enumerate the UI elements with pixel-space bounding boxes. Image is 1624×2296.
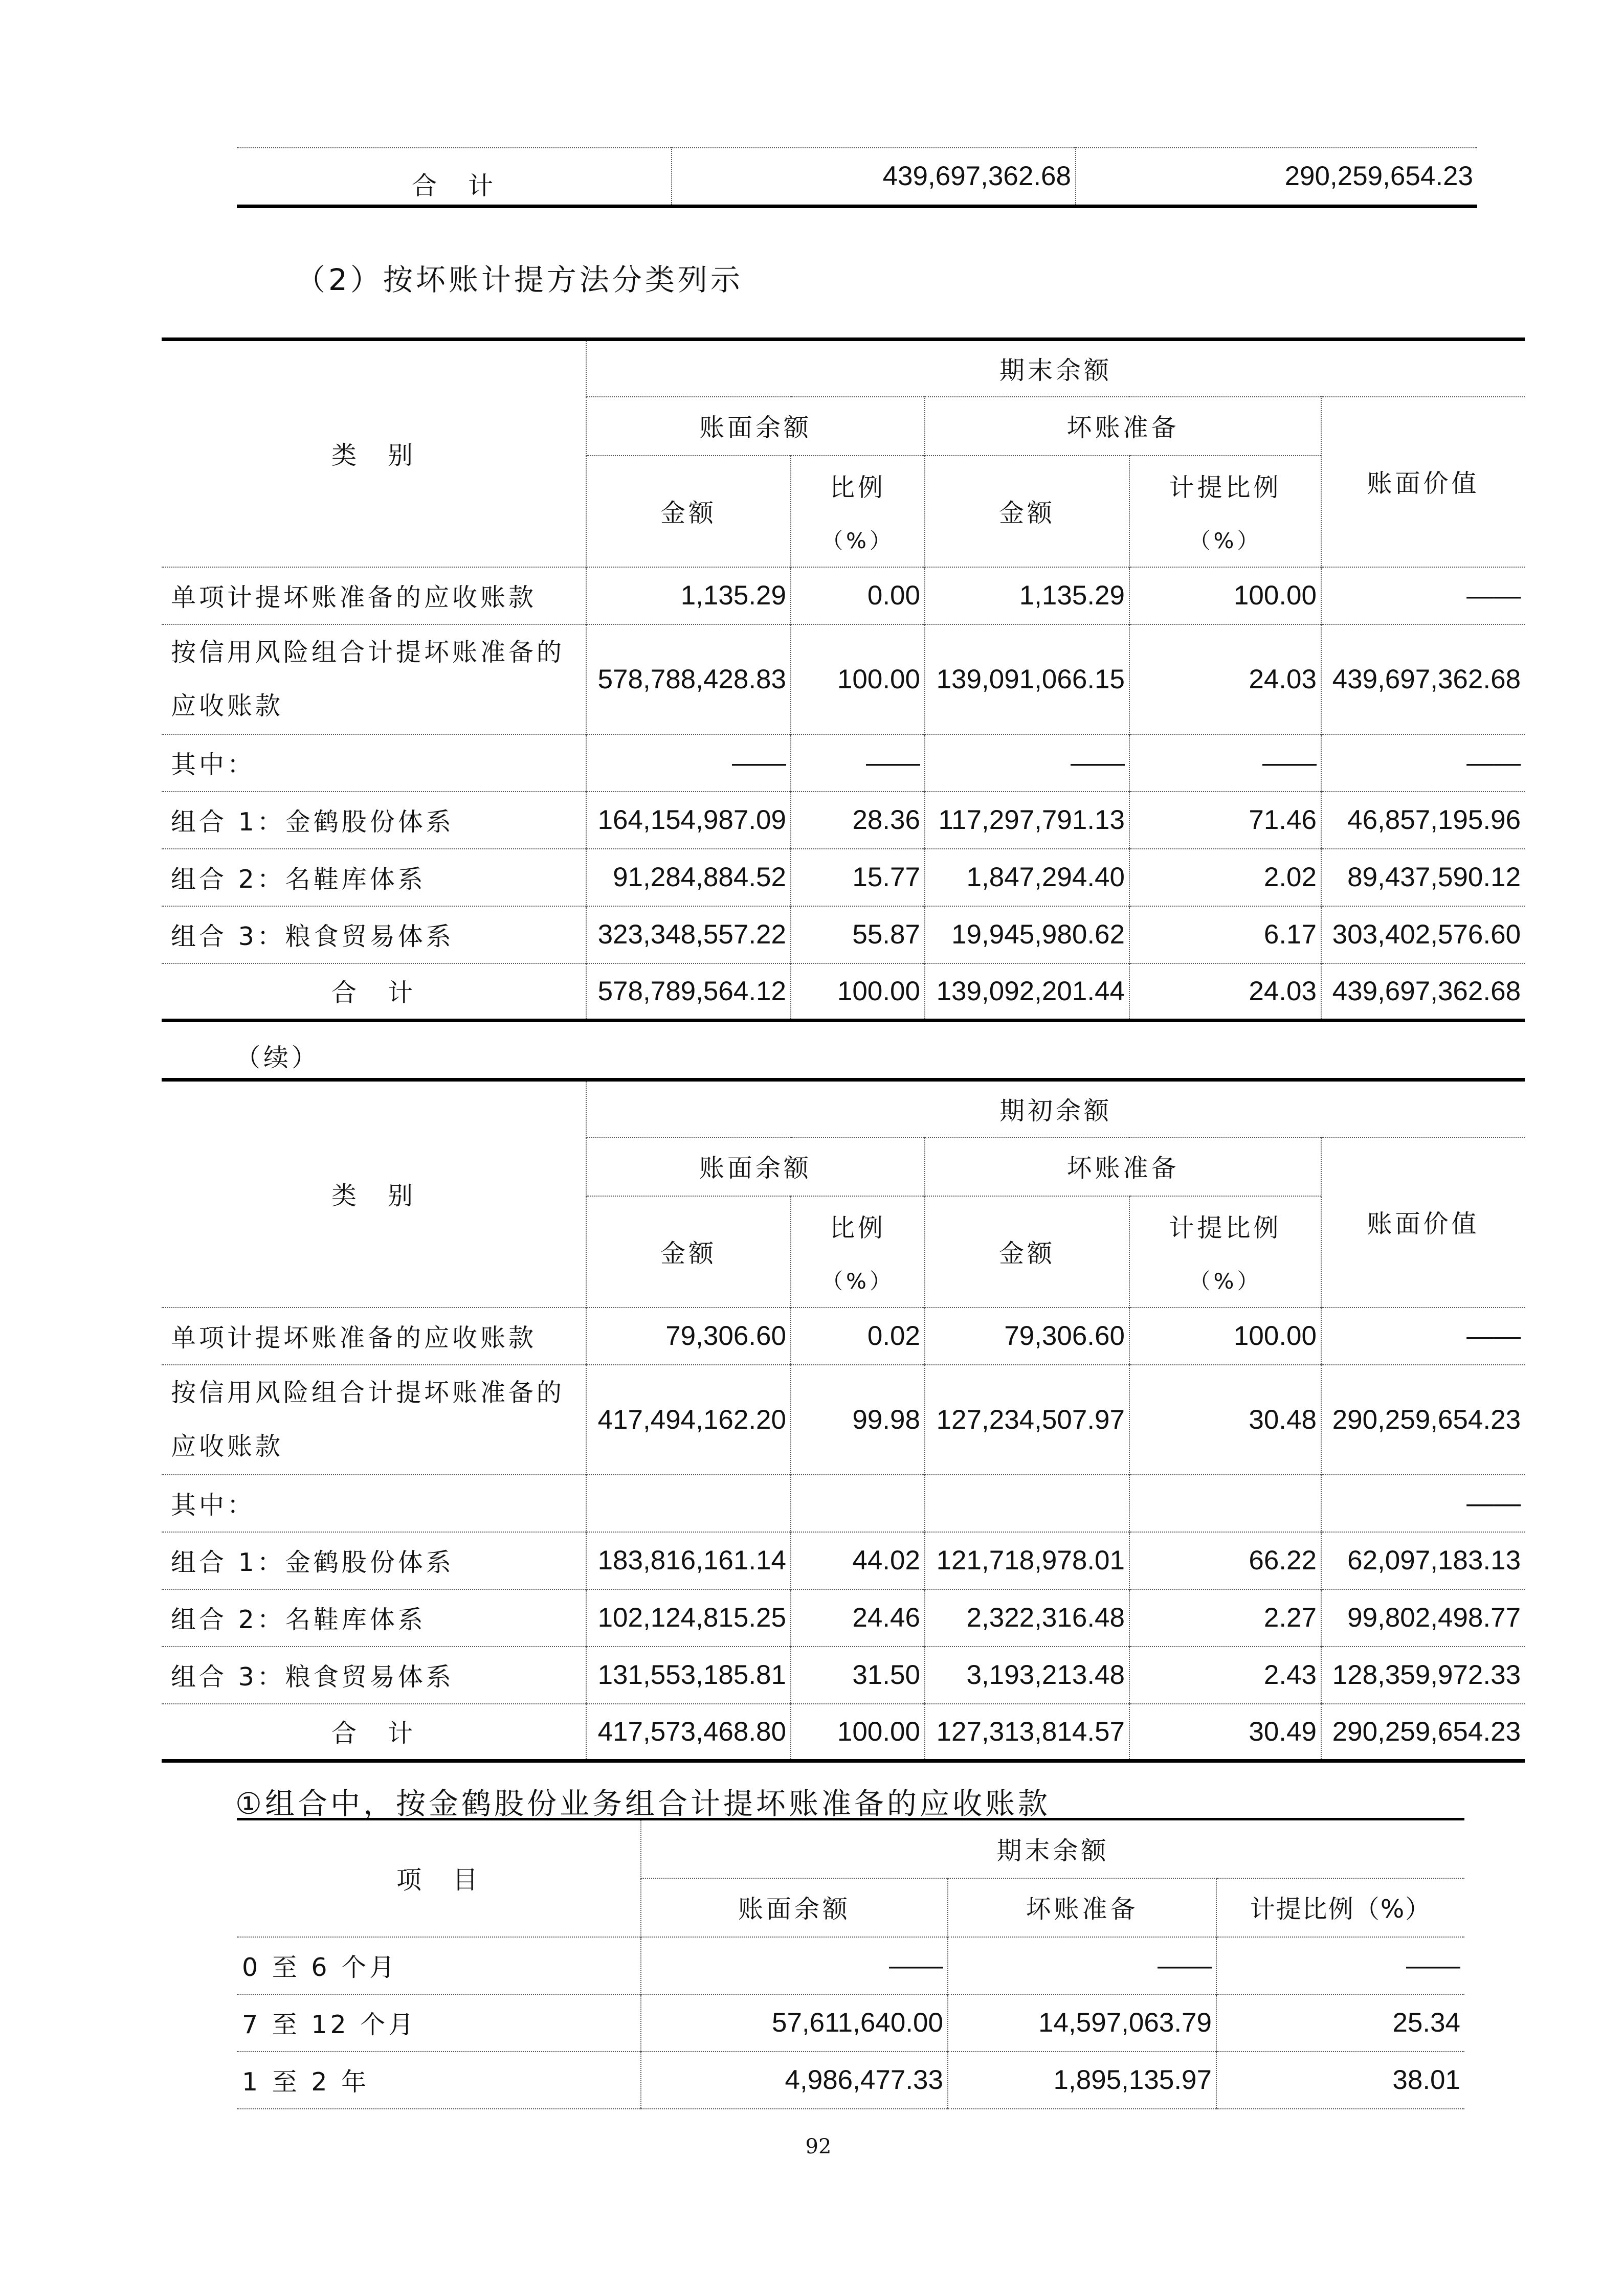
row-label <box>162 1365 586 1475</box>
book-value-cell: 62,097,183.13 <box>1321 1532 1525 1589</box>
aging-provision-ratio-cell: —— <box>1216 1937 1464 1994</box>
aging-item-header: 项 目 <box>396 1865 481 1895</box>
book-value-cell: 290,259,654.23 <box>1321 1704 1525 1761</box>
aging-period-header: 期末余额 <box>641 1819 1464 1878</box>
end-book-value-header: 账面价值 <box>1321 397 1525 567</box>
aging-book-balance-cell: 4,986,477.33 <box>641 2052 948 2109</box>
aging-label-cell: 1 至 2 年 <box>242 2067 370 2097</box>
aging-provision-ratio-cell: 25.34 <box>1216 1994 1464 2052</box>
provision-ratio-cell <box>1129 1475 1321 1532</box>
table-row <box>162 1704 1525 1761</box>
combo-heading: ①组合中，按金鹤股份业务组合计提坏账准备的应收账款 <box>235 1786 1051 1821</box>
book-ratio-cell <box>791 1475 925 1532</box>
book-amount-cell: —— <box>586 734 791 792</box>
end-bd-amount-header: 金额 <box>925 456 1129 567</box>
begin-bd-amount-header: 金额 <box>925 1196 1129 1308</box>
row-label <box>162 624 586 734</box>
bad-debt-amount-cell: 79,306.60 <box>925 1308 1129 1365</box>
bad-debt-amount-cell: 139,092,201.44 <box>925 963 1129 1021</box>
provision-ratio-cell: —— <box>1129 734 1321 792</box>
book-ratio-cell: 0.02 <box>791 1308 925 1365</box>
book-ratio-cell: 99.98 <box>791 1365 925 1475</box>
end-category-header: 类 别 <box>331 441 416 470</box>
book-ratio-cell: 100.00 <box>791 624 925 734</box>
bad-debt-amount-cell: 127,234,507.97 <box>925 1365 1129 1475</box>
bad-debt-amount-cell: 19,945,980.62 <box>925 906 1129 963</box>
bad-debt-amount-cell: 1,847,294.40 <box>925 849 1129 906</box>
book-ratio-cell: 44.02 <box>791 1532 925 1589</box>
row-label-line1: 按信用风险组合计提坏账准备的 <box>171 1378 565 1407</box>
book-amount-cell: 417,494,162.20 <box>586 1365 791 1475</box>
table-row <box>162 963 1525 1021</box>
row-label: 组合 3：粮食贸易体系 <box>171 1662 454 1692</box>
book-value-cell: 290,259,654.23 <box>1321 1365 1525 1475</box>
table-row <box>237 1937 1464 1994</box>
book-amount-cell: 102,124,815.25 <box>586 1589 791 1647</box>
table-row <box>162 567 1525 624</box>
provision-ratio-cell: 30.49 <box>1129 1704 1321 1761</box>
table-row <box>162 849 1525 906</box>
provision-ratio-cell: 24.03 <box>1129 624 1321 734</box>
provision-ratio-cell: 2.02 <box>1129 849 1321 906</box>
book-amount-cell: 131,553,185.81 <box>586 1647 791 1704</box>
provision-ratio-cell: 24.03 <box>1129 963 1321 1021</box>
aging-bad-debt-header: 坏账准备 <box>948 1878 1216 1937</box>
begin-book-balance-header: 账面余额 <box>586 1137 925 1196</box>
table-row <box>162 1589 1525 1647</box>
table-row <box>162 1365 1525 1475</box>
aging-book-balance-cell: —— <box>641 1937 948 1994</box>
begin-period-header: 期初余额 <box>586 1080 1525 1137</box>
book-value-cell: —— <box>1321 1475 1525 1532</box>
provision-ratio-cell: 2.27 <box>1129 1589 1321 1647</box>
bad-debt-amount-cell <box>925 1475 1129 1532</box>
book-amount-cell: 578,788,428.83 <box>586 624 791 734</box>
book-amount-cell <box>586 1475 791 1532</box>
bad-debt-amount-cell: —— <box>925 734 1129 792</box>
book-ratio-cell: 31.50 <box>791 1647 925 1704</box>
row-label: 组合 1：金鹤股份体系 <box>171 1547 454 1577</box>
provision-ratio-cell: 6.17 <box>1129 906 1321 963</box>
book-value-cell: —— <box>1321 1308 1525 1365</box>
row-label-line2: 应收账款 <box>171 691 284 721</box>
page-number: 92 <box>805 2135 832 2158</box>
aging-bad-debt-cell: —— <box>948 1937 1216 1994</box>
bad-debt-amount-cell: 3,193,213.48 <box>925 1647 1129 1704</box>
end-book-balance-header: 账面余额 <box>586 397 925 456</box>
book-ratio-cell: 55.87 <box>791 906 925 963</box>
book-ratio-cell: 28.36 <box>791 792 925 849</box>
bad-debt-amount-cell: 139,091,066.15 <box>925 624 1129 734</box>
book-ratio-cell: —— <box>791 734 925 792</box>
table-row <box>237 2052 1464 2109</box>
row-label: 组合 3：粮食贸易体系 <box>171 921 454 951</box>
provision-ratio-cell: 100.00 <box>1129 567 1321 624</box>
book-amount-cell: 417,573,468.80 <box>586 1704 791 1761</box>
book-value-cell: —— <box>1321 567 1525 624</box>
aging-bad-debt-cell: 1,895,135.97 <box>948 2052 1216 2109</box>
row-label-line1: 按信用风险组合计提坏账准备的 <box>171 638 565 667</box>
book-amount-cell: 79,306.60 <box>586 1308 791 1365</box>
book-ratio-cell: 0.00 <box>791 567 925 624</box>
row-label-line2: 应收账款 <box>171 1432 284 1461</box>
aging-label-cell: 0 至 6 个月 <box>242 1952 398 1982</box>
row-label: 组合 2：名鞋库体系 <box>171 1605 426 1634</box>
provision-ratio-cell: 100.00 <box>1129 1308 1321 1365</box>
row-label: 合 计 <box>331 978 416 1008</box>
end-amount-header: 金额 <box>586 456 791 567</box>
book-value-cell: 99,802,498.77 <box>1321 1589 1525 1647</box>
continued-label: （续） <box>235 1043 320 1072</box>
book-value-cell: 128,359,972.33 <box>1321 1647 1525 1704</box>
table-row <box>162 906 1525 963</box>
end-balance-table <box>162 337 1525 1022</box>
begin-amount-header: 金额 <box>586 1196 791 1308</box>
end-provision-ratio-header: 计提比例 （%） <box>1129 456 1321 567</box>
table-row <box>162 792 1525 849</box>
section-2-title: （2）按坏账计提方法分类列示 <box>296 262 743 297</box>
book-value-cell: —— <box>1321 734 1525 792</box>
row-label: 其中： <box>171 750 256 779</box>
provision-ratio-cell: 71.46 <box>1129 792 1321 849</box>
top-total-label: 合 计 <box>411 171 496 200</box>
row-label: 组合 2：名鞋库体系 <box>171 864 426 894</box>
row-label: 组合 1：金鹤股份体系 <box>171 807 454 837</box>
table-row <box>162 1532 1525 1589</box>
provision-ratio-cell: 2.43 <box>1129 1647 1321 1704</box>
table-row <box>237 1994 1464 2052</box>
bad-debt-amount-cell: 2,322,316.48 <box>925 1589 1129 1647</box>
book-ratio-cell: 15.77 <box>791 849 925 906</box>
aging-label-cell: 7 至 12 个月 <box>242 2010 417 2039</box>
bad-debt-amount-cell: 127,313,814.57 <box>925 1704 1129 1761</box>
book-amount-cell: 91,284,884.52 <box>586 849 791 906</box>
table-row <box>162 1647 1525 1704</box>
table-row <box>162 1308 1525 1365</box>
book-value-cell: 439,697,362.68 <box>1321 624 1525 734</box>
table-row <box>162 1475 1525 1532</box>
table-row <box>162 624 1525 734</box>
row-label: 单项计提坏账准备的应收账款 <box>171 1323 537 1353</box>
provision-ratio-cell: 66.22 <box>1129 1532 1321 1589</box>
row-label: 其中： <box>171 1490 256 1520</box>
row-label: 单项计提坏账准备的应收账款 <box>171 582 537 612</box>
aging-book-balance-cell: 57,611,640.00 <box>641 1994 948 2052</box>
book-amount-cell: 164,154,987.09 <box>586 792 791 849</box>
provision-ratio-cell: 30.48 <box>1129 1365 1321 1475</box>
begin-ratio-header: 比例 （%） <box>791 1196 925 1308</box>
aging-bad-debt-cell: 14,597,063.79 <box>948 1994 1216 2052</box>
book-value-cell: 46,857,195.96 <box>1321 792 1525 849</box>
end-bad-debt-header: 坏账准备 <box>925 397 1321 456</box>
aging-book-balance-header: 账面余额 <box>641 1878 948 1937</box>
book-amount-cell: 183,816,161.14 <box>586 1532 791 1589</box>
top-total-table <box>237 147 1477 208</box>
aging-provision-ratio-cell: 38.01 <box>1216 2052 1464 2109</box>
book-amount-cell: 1,135.29 <box>586 567 791 624</box>
bad-debt-amount-cell: 121,718,978.01 <box>925 1532 1129 1589</box>
book-amount-cell: 323,348,557.22 <box>586 906 791 963</box>
begin-category-header: 类 别 <box>331 1181 416 1211</box>
end-ratio-header: 比例 （%） <box>791 456 925 567</box>
top-total-value-begin: 290,259,654.23 <box>1076 148 1477 206</box>
bad-debt-amount-cell: 1,135.29 <box>925 567 1129 624</box>
book-ratio-cell: 24.46 <box>791 1589 925 1647</box>
row-label: 合 计 <box>331 1719 416 1748</box>
top-total-value-end: 439,697,362.68 <box>672 148 1076 206</box>
end-period-header: 期末余额 <box>586 340 1525 397</box>
begin-provision-ratio-header: 计提比例 （%） <box>1129 1196 1321 1308</box>
book-ratio-cell: 100.00 <box>791 963 925 1021</box>
begin-bad-debt-header: 坏账准备 <box>925 1137 1321 1196</box>
bad-debt-amount-cell: 117,297,791.13 <box>925 792 1129 849</box>
table-row <box>162 734 1525 792</box>
book-value-cell: 303,402,576.60 <box>1321 906 1525 963</box>
aging-provision-ratio-header: 计提比例（%） <box>1216 1878 1464 1937</box>
begin-balance-table <box>162 1078 1525 1763</box>
book-value-cell: 89,437,590.12 <box>1321 849 1525 906</box>
begin-book-value-header: 账面价值 <box>1321 1137 1525 1308</box>
book-amount-cell: 578,789,564.12 <box>586 963 791 1021</box>
aging-table <box>237 1818 1464 2109</box>
book-value-cell: 439,697,362.68 <box>1321 963 1525 1021</box>
book-ratio-cell: 100.00 <box>791 1704 925 1761</box>
